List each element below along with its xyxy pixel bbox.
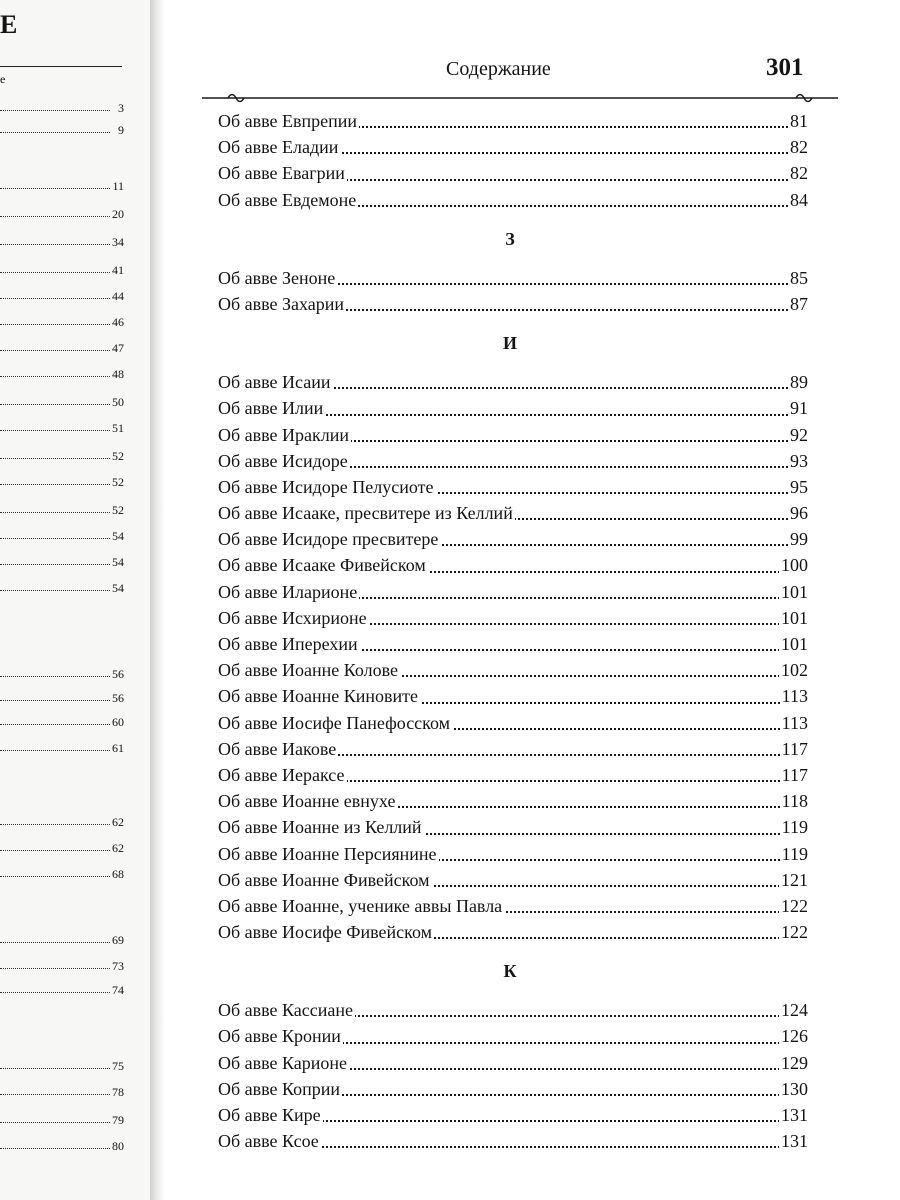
dot-leader — [0, 750, 110, 751]
toc-entry — [218, 997, 808, 1023]
left-toc-line — [0, 554, 124, 568]
left-toc-line — [0, 234, 124, 248]
toc-entry-page: 129 — [779, 1050, 808, 1076]
dot-leader — [0, 458, 110, 459]
book-gutter — [150, 0, 166, 1200]
toc-entry-title: Об авве Иоанне Киновите — [218, 683, 420, 709]
toc-entry-title: Об авве Иакове — [218, 736, 338, 762]
toc-entry — [218, 788, 808, 814]
left-toc-page: 54 — [112, 581, 124, 595]
toc-entry — [218, 762, 808, 788]
toc-entry-page: 99 — [788, 526, 808, 552]
left-toc-page: 79 — [112, 1113, 124, 1127]
toc-entry-title: Об авве Зеноне — [218, 265, 337, 291]
toc-entry-title: Об авве Исидоре — [218, 448, 350, 474]
left-toc-line — [0, 666, 124, 680]
toc-entry — [218, 579, 808, 605]
toc-entry — [218, 710, 808, 736]
left-toc-page: 51 — [112, 421, 124, 435]
left-toc-line — [0, 448, 124, 462]
toc-group-k — [218, 997, 808, 1154]
section-letter-z: З — [505, 228, 515, 249]
table-of-contents — [218, 108, 808, 1154]
dot-leader — [0, 298, 110, 299]
left-toc-page: 11 — [112, 179, 124, 193]
left-toc-line — [0, 866, 124, 880]
toc-entry-title: Об авве Евагрии — [218, 160, 347, 186]
left-toc-line — [0, 178, 124, 192]
dot-leader — [0, 1122, 110, 1123]
toc-entry-page: 124 — [779, 997, 808, 1023]
left-toc-page: 75 — [112, 1059, 124, 1073]
left-toc-line — [0, 288, 124, 302]
dot-leader — [0, 850, 110, 851]
toc-entry — [218, 369, 808, 395]
toc-entry-title: Об авве Исааке, пресвитере из Келлий — [218, 500, 515, 526]
left-page-rule — [0, 66, 122, 67]
toc-entry-page: 82 — [788, 134, 808, 160]
toc-entry-title: Об авве Исааке Фивейском — [218, 552, 428, 578]
toc-entry — [218, 1050, 808, 1076]
left-toc-line — [0, 690, 124, 704]
left-toc-line — [0, 262, 124, 276]
dot-leader — [0, 992, 110, 993]
toc-entry — [218, 108, 808, 134]
toc-entry — [218, 395, 808, 421]
toc-entry-page: 101 — [779, 605, 808, 631]
left-toc-page: 20 — [112, 207, 124, 221]
left-toc-page: 47 — [112, 341, 124, 355]
left-toc-page: 56 — [112, 691, 124, 705]
toc-entry-page: 93 — [788, 448, 808, 474]
toc-entry-title: Об авве Иоанне из Келлий — [218, 814, 424, 840]
toc-entry-title: Об авве Исидоре Пелусиоте — [218, 474, 436, 500]
dot-leader — [0, 376, 110, 377]
toc-entry-title: Об авве Иосифе Панефосском — [218, 710, 452, 736]
toc-entry — [218, 552, 808, 578]
toc-group-z — [218, 265, 808, 317]
left-toc-page: 78 — [112, 1085, 124, 1099]
left-toc-page: 3 — [118, 101, 124, 115]
left-toc-line — [0, 206, 124, 220]
left-toc-line — [0, 840, 124, 854]
left-toc-line — [0, 740, 124, 754]
left-toc-page: 60 — [112, 715, 124, 729]
dot-leader — [0, 244, 110, 245]
header-ornament-rule — [202, 90, 838, 106]
dot-leader — [0, 512, 110, 513]
toc-entry — [218, 160, 808, 186]
toc-entry-page: 131 — [779, 1102, 808, 1128]
dot-leader — [0, 404, 110, 405]
left-page-header: Е — [0, 10, 18, 39]
toc-entry-title: Об авве Исидоре пресвитере — [218, 526, 440, 552]
toc-entry-title: Об авве Ираклии — [218, 422, 351, 448]
toc-entry-page: 122 — [779, 919, 808, 945]
toc-entry-page: 84 — [788, 187, 808, 213]
left-toc-line — [0, 100, 124, 114]
left-toc-line — [0, 1112, 124, 1126]
toc-entry-page: 101 — [779, 579, 808, 605]
left-toc-line — [0, 366, 124, 380]
left-toc-page: 74 — [112, 983, 124, 997]
dot-leader — [0, 1148, 110, 1149]
toc-entry — [218, 500, 808, 526]
toc-entry-title: Об авве Евпрепии — [218, 108, 359, 134]
toc-entry-page: 130 — [779, 1076, 808, 1102]
toc-entry-title: Об авве Еладии — [218, 134, 340, 160]
dot-leader — [0, 590, 110, 591]
toc-entry — [218, 134, 808, 160]
running-title: Содержание — [446, 58, 551, 80]
left-toc-page: 44 — [112, 289, 124, 303]
left-toc-page: 62 — [112, 815, 124, 829]
left-toc-page: 52 — [112, 449, 124, 463]
toc-entry-title: Об авве Карионе — [218, 1050, 349, 1076]
toc-entry-title: Об авве Илии — [218, 395, 325, 421]
toc-entry-title: Об авве Исаии — [218, 369, 333, 395]
toc-entry-page: 113 — [780, 683, 808, 709]
left-toc-page: 9 — [118, 123, 124, 137]
left-page-rule-tail: е — [0, 72, 6, 86]
toc-entry — [218, 1102, 808, 1128]
toc-entry — [218, 526, 808, 552]
toc-entry — [218, 867, 808, 893]
left-toc-page: 52 — [112, 503, 124, 517]
left-toc-page: 73 — [112, 959, 124, 973]
dot-leader — [0, 132, 110, 133]
dot-leader — [0, 676, 110, 677]
dot-leader — [0, 876, 110, 877]
toc-group-e — [218, 108, 808, 213]
toc-entry-page: 82 — [788, 160, 808, 186]
toc-entry — [218, 919, 808, 945]
left-toc-line — [0, 580, 124, 594]
left-toc-page: 50 — [112, 395, 124, 409]
section-letter-k: К — [503, 961, 517, 982]
toc-entry — [218, 1128, 808, 1154]
left-toc-line — [0, 1138, 124, 1152]
toc-entry-page: 122 — [779, 893, 808, 919]
left-toc-line — [0, 932, 124, 946]
toc-entry — [218, 631, 808, 657]
dot-leader — [0, 272, 110, 273]
toc-entry-page: 117 — [780, 762, 808, 788]
toc-entry-title: Об авве Иоанне Фивейском — [218, 867, 432, 893]
left-toc-line — [0, 814, 124, 828]
left-toc-line — [0, 340, 124, 354]
dot-leader — [0, 110, 110, 111]
right-page — [166, 0, 900, 1200]
dot-leader — [0, 724, 110, 725]
section-letter-i: И — [502, 333, 517, 354]
toc-entry-title: Об авве Иоанне Персиянине — [218, 841, 439, 867]
left-toc-line — [0, 1058, 124, 1072]
dot-leader — [0, 700, 110, 701]
dot-leader — [0, 564, 110, 565]
toc-entry-page: 87 — [788, 291, 808, 317]
toc-entry-title: Об авве Ксое — [218, 1128, 321, 1154]
toc-entry — [218, 814, 808, 840]
toc-entry — [218, 265, 808, 291]
page-number: 301 — [766, 54, 804, 81]
toc-entry-title: Об авве Иоанне Колове — [218, 657, 400, 683]
toc-entry-page: 91 — [788, 395, 808, 421]
left-toc-line — [0, 714, 124, 728]
dot-leader — [0, 824, 110, 825]
toc-entry-title: Об авве Иосифе Фивейском — [218, 919, 434, 945]
toc-entry-page: 102 — [779, 657, 808, 683]
left-toc-line — [0, 1084, 124, 1098]
toc-entry — [218, 893, 808, 919]
toc-entry — [218, 736, 808, 762]
toc-entry-page: 89 — [788, 369, 808, 395]
left-toc-line — [0, 122, 124, 136]
toc-entry-title: Об авве Коприи — [218, 1076, 342, 1102]
left-toc-page: 68 — [112, 867, 124, 881]
left-toc-line — [0, 958, 124, 972]
left-toc-page: 52 — [112, 475, 124, 489]
toc-entry-page: 92 — [788, 422, 808, 448]
toc-entry-title: Об авве Иларионе — [218, 579, 359, 605]
left-toc-line — [0, 420, 124, 434]
toc-entry-title: Об авве Иераксе — [218, 762, 347, 788]
dot-leader — [0, 1068, 110, 1069]
toc-entry — [218, 657, 808, 683]
left-toc-page: 54 — [112, 529, 124, 543]
toc-entry-title: Об авве Кире — [218, 1102, 323, 1128]
toc-entry — [218, 683, 808, 709]
left-toc-page: 34 — [112, 235, 124, 249]
toc-entry — [218, 841, 808, 867]
toc-entry-page: 118 — [780, 788, 808, 814]
toc-entry-page: 119 — [780, 841, 808, 867]
dot-leader — [0, 1094, 110, 1095]
toc-entry-title: Об авве Иоанне, ученике аввы Павла — [218, 893, 504, 919]
left-toc-page: 41 — [112, 263, 124, 277]
left-toc-line — [0, 982, 124, 996]
toc-entry — [218, 1023, 808, 1049]
left-toc-line — [0, 502, 124, 516]
toc-entry-page: 95 — [788, 474, 808, 500]
toc-group-i — [218, 369, 808, 945]
left-toc-page: 56 — [112, 667, 124, 681]
toc-entry-title: Об авве Захарии — [218, 291, 346, 317]
dot-leader — [0, 324, 110, 325]
toc-entry-page: 81 — [788, 108, 808, 134]
toc-entry-page: 131 — [779, 1128, 808, 1154]
toc-entry-page: 119 — [780, 814, 808, 840]
left-toc-page: 61 — [112, 741, 124, 755]
dot-leader — [0, 216, 110, 217]
dot-leader — [0, 188, 110, 189]
left-toc-line — [0, 394, 124, 408]
toc-entry-page: 121 — [779, 867, 808, 893]
dot-leader — [0, 430, 110, 431]
left-toc-line — [0, 314, 124, 328]
toc-entry-page: 101 — [779, 631, 808, 657]
dot-leader — [0, 968, 110, 969]
dot-leader — [0, 350, 110, 351]
dot-leader — [0, 484, 110, 485]
left-toc-page: 80 — [112, 1139, 124, 1153]
toc-entry — [218, 605, 808, 631]
toc-entry-title: Об авве Иперехии — [218, 631, 360, 657]
toc-entry-title: Об авве Иоанне евнухе — [218, 788, 397, 814]
toc-entry-page: 126 — [779, 1023, 808, 1049]
left-toc-line — [0, 528, 124, 542]
toc-entry — [218, 422, 808, 448]
toc-entry-title: Об авве Евдемоне — [218, 187, 358, 213]
toc-entry — [218, 187, 808, 213]
dot-leader — [0, 942, 110, 943]
toc-entry — [218, 474, 808, 500]
left-page — [0, 0, 150, 1200]
toc-entry — [218, 1076, 808, 1102]
toc-entry-title: Об авве Кронии — [218, 1023, 343, 1049]
toc-entry-page: 96 — [788, 500, 808, 526]
toc-entry — [218, 448, 808, 474]
left-toc-page: 54 — [112, 555, 124, 569]
left-toc-line — [0, 474, 124, 488]
left-toc-page: 62 — [112, 841, 124, 855]
left-toc-page: 48 — [112, 367, 124, 381]
toc-entry-page: 117 — [780, 736, 808, 762]
toc-entry — [218, 291, 808, 317]
toc-entry-title: Об авве Исхирионе — [218, 605, 369, 631]
toc-entry-title: Об авве Кассиане — [218, 997, 355, 1023]
left-toc-page: 46 — [112, 315, 124, 329]
toc-entry-page: 85 — [788, 265, 808, 291]
dot-leader — [0, 538, 110, 539]
toc-entry-page: 113 — [780, 710, 808, 736]
left-toc-page: 69 — [112, 933, 124, 947]
toc-entry-page: 100 — [779, 552, 808, 578]
